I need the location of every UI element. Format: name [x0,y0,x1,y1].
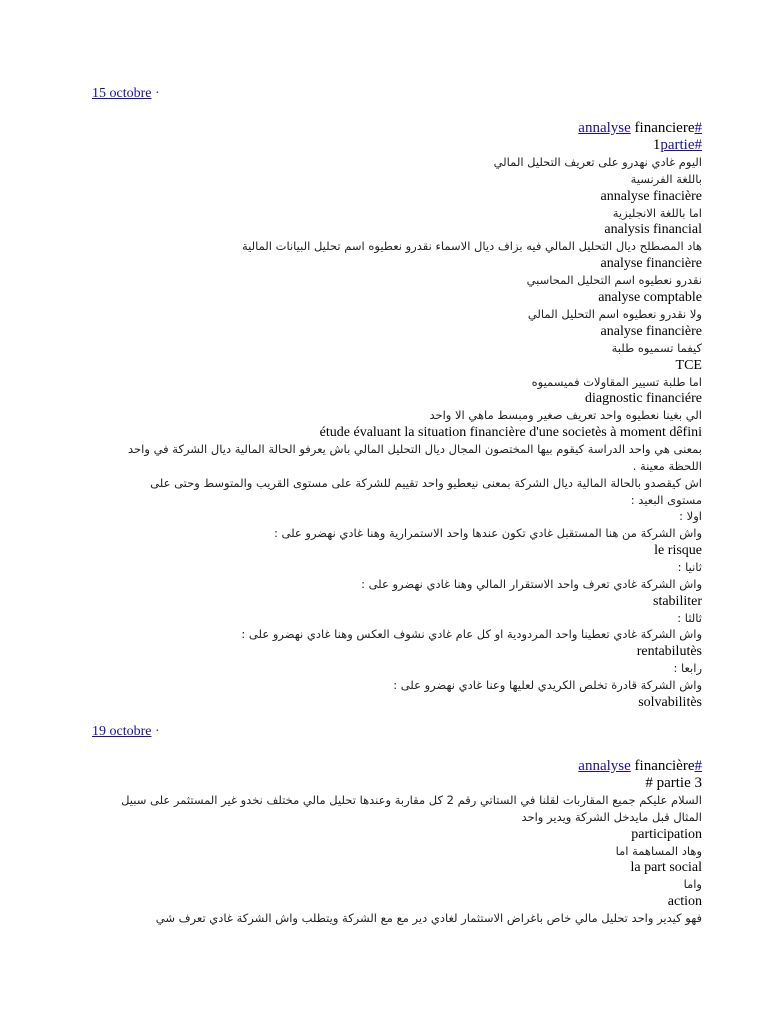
hashtag-line: #partie 1 [649,137,702,153]
french-term-line: annalyse finacière [600,188,702,204]
arabic-text-line: مستوى البعيد : [630,492,702,507]
arabic-text-line: السلام عليكم جميع المقاربات لقلنا في الستاتي رقم 2 كل مقاربة وعندها تحليل مالي مختلف نخدو غير المستثمر على سبيل المثال قبل مايدخل الشركة ويدير واحد [121,793,702,824]
arabic-text-line: واش الشركة غادي تعرف واحد الاستقرار المالي وهنا غادي نهضرو على : [361,576,702,591]
post-body [96,758,702,927]
hashtag-line: #annalyse financière [578,758,702,774]
french-term-line: analyse financière [600,323,702,339]
arabic-text-line: اما باللغة الانجليزية [612,205,702,220]
french-term-line: la part social [630,860,702,876]
french-term-line: participation [631,826,702,842]
post-date-link[interactable]: 15 octobre [92,86,152,101]
post-text [96,792,702,927]
post-date-link[interactable]: 19 octobre [92,724,152,739]
french-term-line: analyse financière [600,256,702,272]
arabic-text-line: ثانيا : [677,559,702,574]
french-term-line: stabiliter [653,593,702,609]
french-term-line: analyse comptable [598,289,702,305]
arabic-text-line: اش كيقصدو بالحالة المالية ديال الشركة بمعنى نيعطيو واحد تقييم للشركة على مستوى القريب والمتوسط وحتى على [150,475,702,490]
arabic-text-line: هاد المصطلح ديال التحليل المالي فيه بزاف ديال الاسماء نقدرو نعطيوه اسم تحليل البيانات المالية [241,239,702,254]
post-date-line [92,86,160,102]
post-date-line [92,724,160,740]
date-separator: · [154,724,160,739]
date-separator: · [154,86,160,101]
arabic-text-line: اولا : [679,509,702,524]
arabic-text-line: واما [683,877,702,892]
arabic-text-line: واش الشركة قادرة تخلص الكريدي لعليها وعنا غادي نهضرو على : [393,677,702,692]
hashtag-line: #annalyse financiere [578,120,702,136]
arabic-text-line: اما طلبة تسيير المقاولات فميسميوه [531,374,702,389]
french-term-line: solvabilitès [638,694,702,710]
arabic-text-line: كيفما تسميوه طلبة [611,340,702,355]
french-term-line: analysis financial [604,222,702,238]
arabic-text-line: اليوم غادي نهدرو على تعريف التحليل المالي [493,155,702,169]
french-term-line: rentabilutès [636,644,702,660]
arabic-text-line: الي بغينا نعطيوه واحد تعريف صغير ومبسط ماهي الا واحد [429,408,702,423]
arabic-text-line: رابعا : [673,661,702,676]
arabic-text-line: واش الشركة من هنا المستقبل غادي تكون عندها واحد الاستمرارية وهنا غادي نهضرو على : [273,526,702,541]
arabic-text-line: نقدرو نعطيوه اسم التحليل المحاسبي [526,273,702,288]
french-term-line: le risque [654,542,702,558]
french-term-line: étude évaluant la situation financière d'une societès à moment dêfini [319,425,702,441]
french-term-line: diagnostic financiére [584,391,702,407]
hashtag-link[interactable]: #partie [660,137,702,153]
arabic-text-line: فهو كيدير واحد تحليل مالي خاص باغراض الاستثمار لغادي دير مع مع الشركة ويتطلب واش الشركة غادي تعرف شي [155,911,702,926]
post-body [96,120,702,711]
french-term-line: action [667,894,702,910]
hashtag-link[interactable]: #annalyse [578,758,702,774]
hashtag-link[interactable]: #annalyse [578,120,702,136]
arabic-text-line: ولا نقدرو نعطيوه اسم التحليل المالي [527,306,702,321]
arabic-text-line: ثالثا : [677,610,702,625]
arabic-text-line: واش الشركة غادي تعطينا واحد المردودية او كل عام غادي نشوف العكس وهنا غادي نهضرو على : [241,627,702,642]
french-term-line: TCE [675,357,702,373]
post-text [96,154,702,711]
hashtag-line: # partie 3 [645,775,702,791]
arabic-text-line: وهاد المساهمة اما [615,843,702,858]
arabic-text-line: بمعنى هي واحد الدراسة كيقوم بيها المختصون المجال ديال التحليل المالي باش يعرفو الحالة المالية ديال الشركة في واحد اللحظة معينة . [128,442,702,473]
arabic-text-line: باللغة الفرنسية [630,171,702,186]
